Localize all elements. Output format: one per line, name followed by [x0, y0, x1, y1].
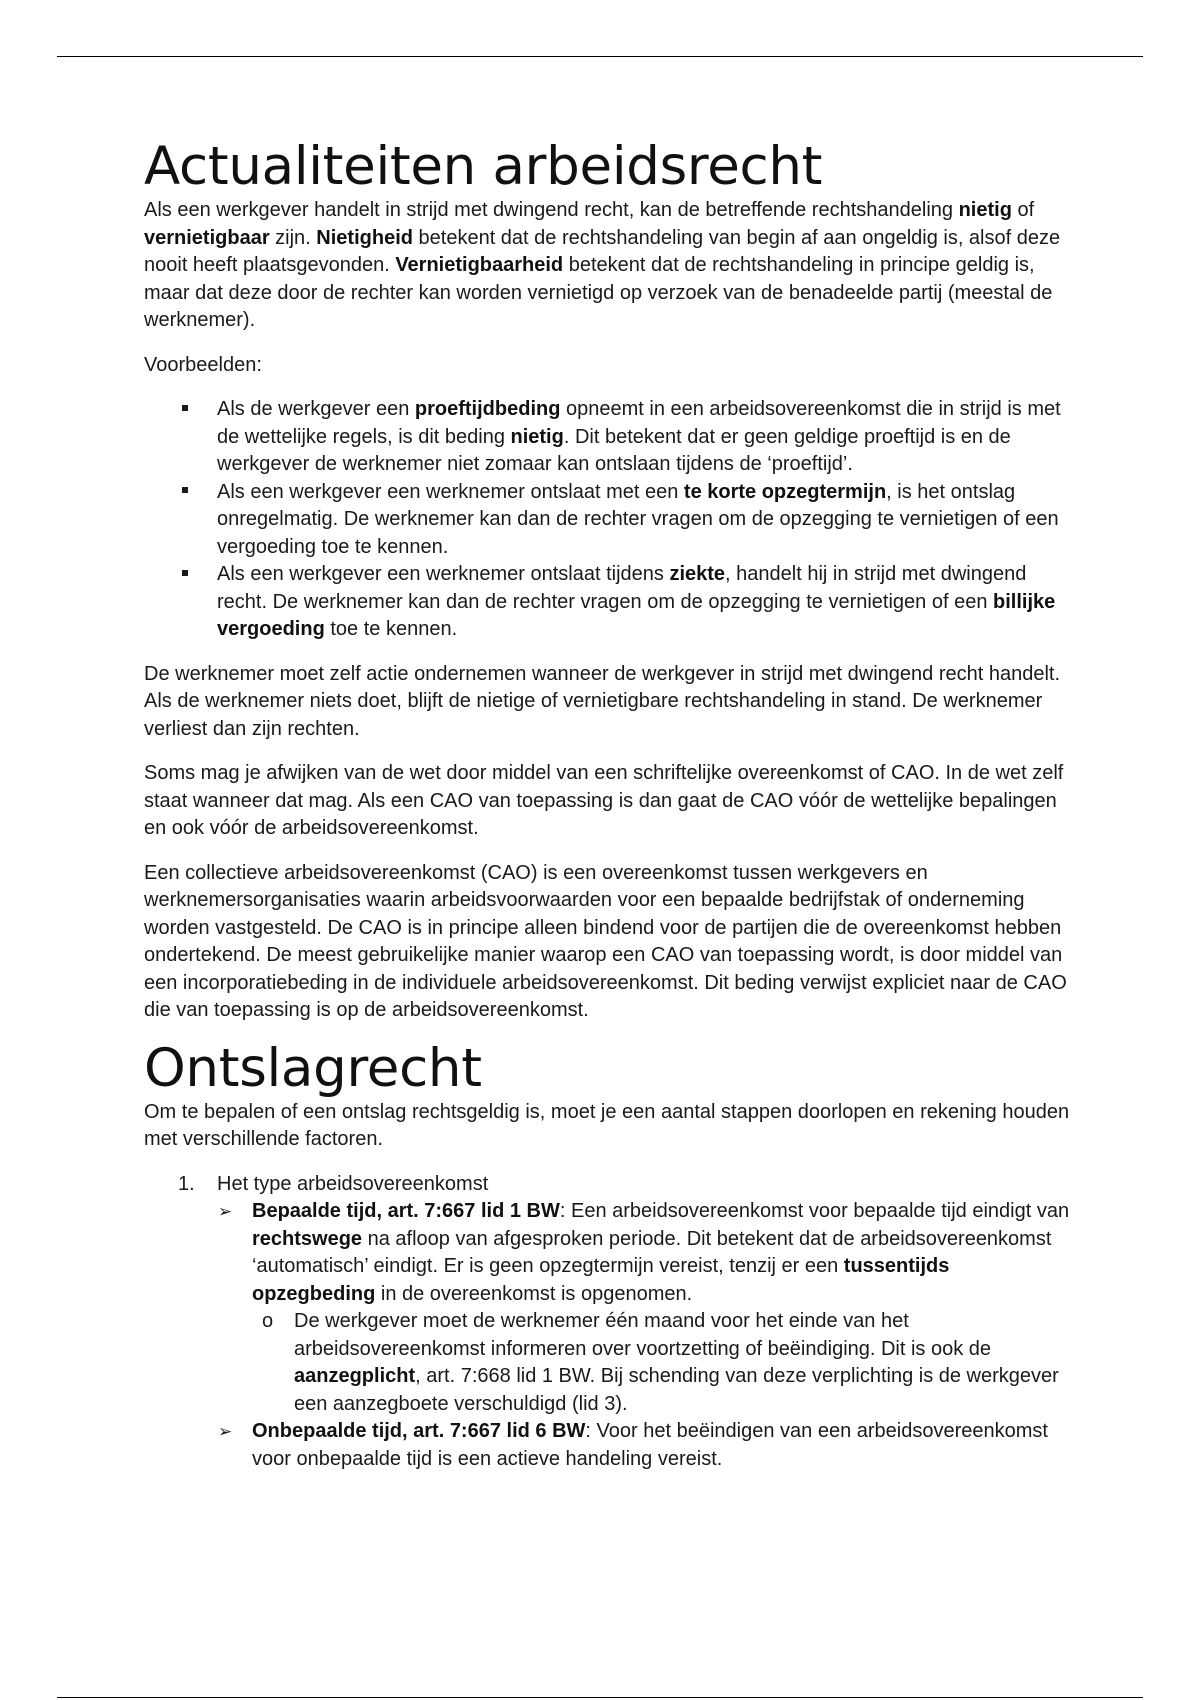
list-item	[144, 479, 1074, 562]
text-run: toe te kennen.	[324, 618, 458, 640]
bold-term: nietig	[958, 199, 1012, 221]
bold-term: vernietigbaar	[144, 226, 270, 249]
text-run: in de overeenkomst is opgenomen.	[375, 1282, 693, 1305]
bold-term: aanzegplicht	[294, 1365, 416, 1387]
square-bullet-icon	[182, 479, 188, 507]
contract-types-list	[217, 1198, 1074, 1473]
step-label: Het type arbeidsovereenkomst	[217, 1172, 489, 1195]
text-run: , handelt hij in strijd met dwingend recht. De werknemer kan dan de rechter vragen om de opzegging te vernietigen of een	[217, 563, 1027, 613]
list-item	[144, 396, 1074, 479]
text-run: Als een werkgever een werknemer ontslaat met een	[217, 480, 684, 503]
bold-term: ziekte	[669, 563, 726, 585]
text-run: Als een werkgever een werknemer ontslaat tijdens	[217, 563, 670, 585]
list-item	[217, 1198, 1074, 1418]
text-run: , is het ontslag onregelmatig. De werknemer kan dan de rechter vragen om de opzegging te vernietigen of een vergoeding toe te kennen.	[217, 480, 1059, 558]
text-run: zijn.	[269, 226, 317, 249]
text-run: of	[1011, 199, 1035, 221]
deviation-paragraph: Soms mag je afwijken van de wet door middel van een schriftelijke overeenkomst of CAO. In de wet zelf staat wanneer dat mag. Als een CAO van toepassing is dan gaat de CAO vóór de wettelijke bepalingen en ook vóór de arbeidsovereenkomst.	[144, 762, 1064, 839]
bold-term: proeftijdbeding	[414, 398, 561, 420]
bold-term: te korte opzegtermijn	[683, 480, 887, 503]
action-paragraph: De werknemer moet zelf actie ondernemen wanneer de werkgever in strijd met dwingend recht handelt. Als de werknemer niets doet, blijft de nietige of vernietigbare rechtshandeling in stand. De werknemer verliest dan zijn rechten.	[144, 662, 1061, 740]
square-bullet-icon	[182, 396, 188, 424]
arrow-bullet-icon: ➢	[218, 1202, 233, 1221]
sub-list	[252, 1308, 1074, 1418]
bold-term: rechtswege	[252, 1227, 363, 1250]
text-run: : Voor het beëindigen van een arbeidsovereenkomst voor onbepaalde tijd is een actieve handeling vereist.	[252, 1420, 1048, 1470]
heading-ontslagrecht: Ontslagrecht	[144, 1037, 482, 1099]
bottom-rule	[57, 1697, 1143, 1698]
list-item	[144, 1171, 1074, 1474]
list-item	[252, 1308, 1074, 1418]
square-bullet-icon	[182, 561, 188, 589]
bold-term: nietig	[510, 425, 564, 448]
text-run: . Dit betekent dat er geen geldige proeftijd is en de werkgever de werknemer niet zomaar kan ontslaan tijdens de ‘proeftijd’.	[217, 425, 1011, 475]
examples-label: Voorbeelden:	[144, 353, 262, 376]
circle-bullet-icon: o	[262, 1310, 274, 1332]
text-run: Als de werkgever een	[217, 398, 415, 420]
top-rule	[57, 56, 1143, 57]
heading-actualiteiten: Actualiteiten arbeidsrecht	[144, 136, 823, 197]
text-run: betekent dat de rechtshandeling in principe geldig is, maar dat deze door de rechter kan worden vernietigd op verzoek van de benadeelde partij (meestal de werknemer).	[144, 254, 1053, 331]
bold-term: billijke vergoeding	[217, 590, 1056, 640]
arrow-bullet-icon: ➢	[218, 1422, 233, 1441]
bold-term: Onbepaalde tijd, art. 7:667 lid 6 BW	[252, 1420, 586, 1442]
step-number: 1.	[178, 1172, 195, 1195]
ontslag-intro-paragraph: Om te bepalen of een ontslag rechtsgeldig is, moet je een aantal stappen doorlopen en rekening houden met verschillende factoren.	[144, 1100, 1070, 1150]
bold-term: Nietigheid	[316, 226, 413, 249]
text-run: , art. 7:668 lid 1 BW. Bij schending van deze verplichting is de werkgever een aanzegboete verschuldigd (lid 3).	[294, 1365, 1059, 1415]
steps-list	[144, 1171, 1074, 1474]
text-run: Als een werkgever handelt in strijd met dwingend recht, kan de betreffende rechtshandeling	[144, 199, 959, 221]
list-item	[144, 561, 1074, 644]
bold-term: Bepaalde tijd, art. 7:667 lid 1 BW	[252, 1200, 560, 1222]
document-body	[144, 136, 1074, 1473]
text-run: na afloop van afgesproken periode. Dit betekent dat de arbeidsovereenkomst ‘automatisch’ eindigt. Er is geen opzegtermijn vereist, tenzij er een	[252, 1227, 1052, 1277]
text-run: betekent dat de rechtshandeling van begin af aan ongeldig is, alsof deze nooit heeft plaatsgevonden.	[144, 226, 1061, 276]
list-item	[217, 1418, 1074, 1473]
intro-paragraph	[144, 197, 1074, 335]
text-run: opneemt in een arbeidsovereenkomst die in strijd is met de wettelijke regels, is dit beding	[217, 398, 1061, 448]
bold-term: Vernietigbaarheid	[395, 254, 564, 276]
text-run: : Een arbeidsovereenkomst voor bepaalde tijd eindigt van	[559, 1200, 1070, 1222]
examples-list	[144, 396, 1074, 644]
cao-paragraph: Een collectieve arbeidsovereenkomst (CAO) is een overeenkomst tussen werkgevers en werknemersorganisaties waarin arbeidsvoorwaarden voor een bepaalde bedrijfstak of onderneming worden vastgesteld. De CAO is in principe alleen bindend voor de partijen die de overeenkomst hebben ondertekend. De meest gebruikelijke manier waarop een CAO van toepassing wordt, is door middel van een incorporatiebeding in de individuele arbeidsovereenkomst. Dit beding verwijst expliciet naar de CAO die van toepassing is op de arbeidsovereenkomst.	[144, 861, 1067, 1021]
text-run: De werkgever moet de werknemer één maand voor het einde van het arbeidsovereenkomst informeren over voortzetting of beëindiging. Dit is ook de	[294, 1310, 992, 1360]
bold-term: tussentijds opzegbeding	[252, 1255, 950, 1305]
